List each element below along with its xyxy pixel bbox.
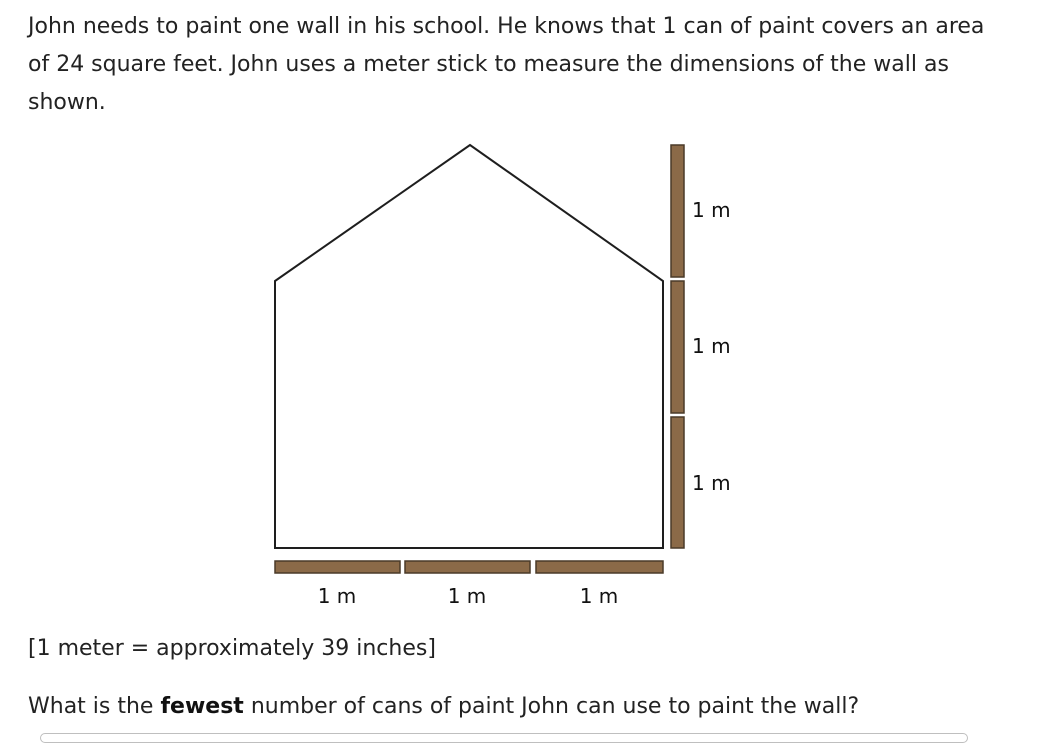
meter-stick [275,561,400,573]
prompt-end: number of cans of paint John can use to paint the wall? [243,694,860,719]
problem-passage: John needs to paint one wall in his school. He knows that 1 can of paint covers an area of 24 square feet. John uses a meter stick to measure the dimensions of the wall as shown. [28,14,985,115]
meter-stick [671,145,684,277]
answer-input[interactable] [40,733,968,743]
prompt-start: What is the [28,694,161,719]
height-label-1: 1 m [692,198,731,222]
meter-stick [671,417,684,548]
meter-stick [671,281,684,413]
meter-stick [405,561,530,573]
conversion-note: [1 meter = approximately 39 inches] [28,636,436,661]
vertical-meter-sticks [671,145,684,548]
width-label-1: 1 m [317,584,357,608]
horizontal-meter-sticks [275,561,663,573]
meter-stick [536,561,663,573]
question-prompt [28,688,859,726]
width-label-2: 1 m [447,584,487,608]
width-label-3: 1 m [579,584,619,608]
wall-outline [275,145,663,548]
height-label-2: 1 m [692,334,731,358]
height-label-3: 1 m [692,471,731,495]
prompt-emphasis: fewest [160,694,244,719]
